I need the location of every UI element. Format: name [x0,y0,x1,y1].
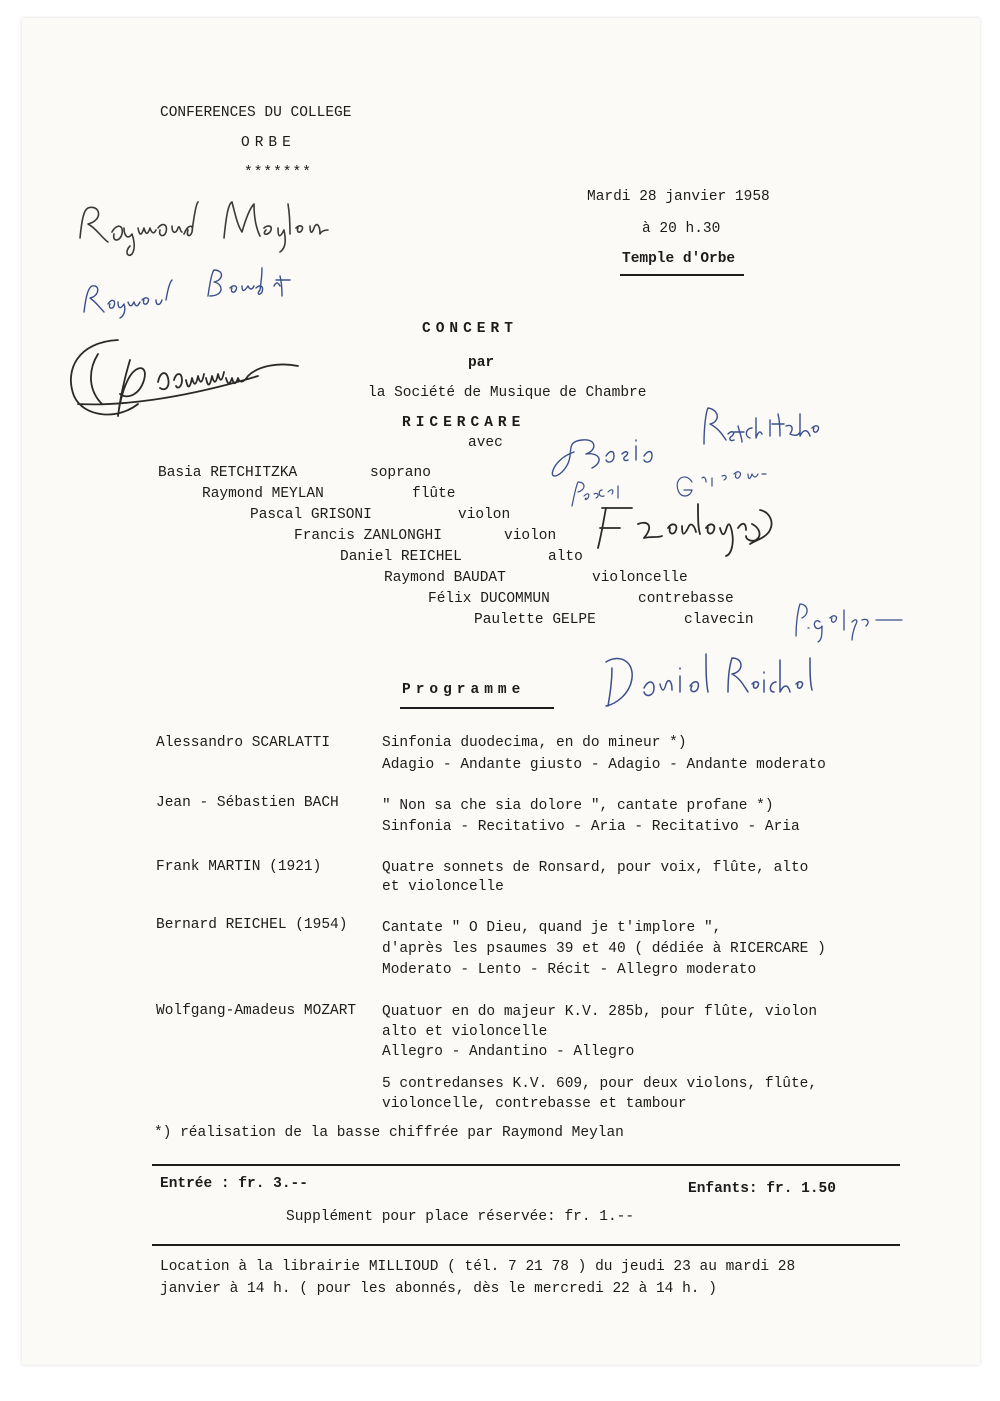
signature-francis-zanlonghi [588,494,848,564]
performer-name: Raymond BAUDAT [384,570,506,586]
performer-instrument: clavecin [684,612,754,628]
event-time: à 20 h.30 [642,221,721,237]
footnote: *) réalisation de la basse chiffrée par Raymond Meylan [154,1125,624,1141]
performer-instrument: violoncelle [592,570,688,586]
performer-name: Raymond MEYLAN [202,486,324,502]
performer-instrument: flûte [412,486,456,502]
work-line: Sinfonia duodecima, en do mineur *) [382,735,687,751]
org-line-2: ORBE [241,135,296,151]
performer-instrument: soprano [370,465,431,481]
price-entree: Entrée : fr. 3.-- [160,1176,308,1192]
work-line: " Non sa che sia dolore ", cantate profane *) [382,798,774,814]
performer-name: Basia RETCHITZKA [158,465,298,481]
work-line: Sinfonia - Recitativo - Aria - Recitativo - Aria [382,819,800,835]
performer-name: Daniel REICHEL [340,549,462,565]
signature-raymond-meylan [74,198,384,258]
ensemble-name: RICERCARE [402,415,526,431]
performer-name: Félix DUCOMMUN [428,591,550,607]
title-par: par [468,355,495,371]
performer-name: Paulette GELPE [474,612,596,628]
work-line: Moderato - Lento - Récit - Allegro moderato [382,962,757,978]
work-line: alto et violoncelle [382,1024,548,1040]
composer: Frank MARTIN (1921) [156,859,322,875]
performer-instrument: violon [504,528,557,544]
divider-top [152,1164,900,1166]
performer-instrument: violon [458,507,511,523]
signature-raymond-baudat [80,266,340,326]
title-avec: avec [468,435,503,451]
work-line: Allegro - Andantino - Allegro [382,1044,635,1060]
society-name: la Société de Musique de Chambre [368,385,647,401]
composer: Wolfgang-Amadeus MOZART [156,1003,357,1019]
work-line: et violoncelle [382,879,504,895]
concert-programme-sheet [22,18,980,1365]
programme-underline [400,707,554,709]
performer-instrument: alto [548,549,583,565]
work-line: Quatre sonnets de Ronsard, pour voix, flûte, alto [382,860,809,876]
event-venue: Temple d'Orbe [622,251,736,267]
location-line-2: janvier à 14 h. ( pour les abonnés, dès le mercredi 22 à 14 h. ) [160,1281,717,1297]
concert-title: CONCERT [422,321,518,337]
signature-daniel-reichel [598,646,898,716]
venue-underline [620,274,744,276]
performer-name: Francis ZANLONGHI [294,528,442,544]
org-line-1: CONFERENCES DU COLLEGE [160,105,352,121]
price-enfants: Enfants: fr. 1.50 [688,1181,836,1197]
event-date: Mardi 28 janvier 1958 [587,189,770,205]
composer: Bernard REICHEL (1954) [156,917,348,933]
composer: Alessandro SCARLATTI [156,735,331,751]
programme-heading: Programme [402,682,526,698]
divider-bottom [152,1244,900,1246]
signature-felix-ducommun [58,330,298,440]
work-line: Cantate " O Dieu, quand je t'implore ", [382,920,722,936]
work-line: 5 contredanses K.V. 609, pour deux violons, flûte, [382,1076,818,1092]
price-supplement: Supplément pour place réservée: fr. 1.-- [286,1209,635,1225]
work-line: Quatuor en do majeur K.V. 285b, pour flûte, violon [382,1004,818,1020]
composer: Jean - Sébastien BACH [156,795,339,811]
work-line: d'après les psaumes 39 et 40 ( dédiée à RICERCARE ) [382,941,826,957]
work-line: Adagio - Andante giusto - Adagio - Andante moderato [382,757,826,773]
location-line-1: Location à la librairie MILLIOUD ( tél. 7 21 78 ) du jeudi 23 au mardi 28 [160,1259,796,1275]
org-stars: ******* [244,165,312,181]
work-line: violoncelle, contrebasse et tambour [382,1096,687,1112]
signature-paulette-gelpe [786,592,936,642]
performer-instrument: contrebasse [638,591,734,607]
performer-name: Pascal GRISONI [250,507,372,523]
